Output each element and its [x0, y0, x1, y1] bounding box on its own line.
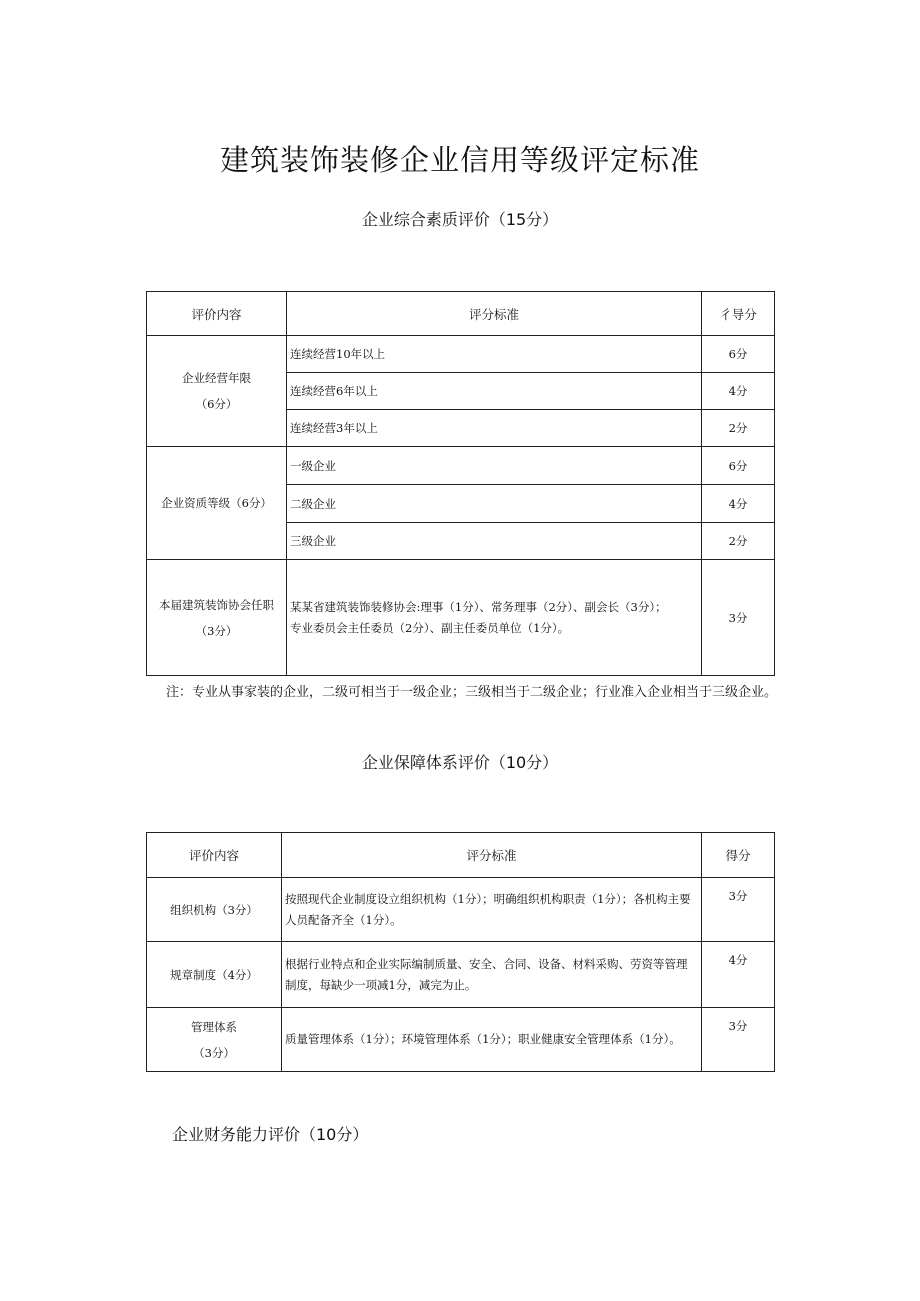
category-cell: 规章制度（4分）: [147, 942, 282, 1008]
score-cell: 4分: [702, 485, 775, 523]
header-content: 评价内容: [147, 292, 287, 336]
score-cell: 6分: [702, 336, 775, 373]
criteria-cell: [287, 560, 702, 676]
header-score: 得分: [702, 833, 775, 878]
criteria-line: 某某省建筑装饰装修协会:理事（1分）、常务理事（2分）、副会长（3分）；: [290, 599, 667, 614]
criteria-cell: 二级企业: [287, 485, 702, 523]
table-row: [147, 942, 775, 1008]
criteria-cell: 根据行业特点和企业实际编制质量、安全、合同、设备、材料采购、劳资等管理制度，每缺少一项减1分，减完为止。: [282, 942, 702, 1008]
category-cell: 组织机构（3分）: [147, 878, 282, 942]
header-content: 评价内容: [147, 833, 282, 878]
header-score: 彳导分: [702, 292, 775, 336]
criteria-cell: 质量管理体系（1分）；环境管理体系（1分）；职业健康安全管理体系（1分）。: [282, 1008, 702, 1072]
score-cell: 3分: [702, 1008, 775, 1072]
category-label: 企业经营年限: [182, 371, 251, 385]
criteria-cell: 三级企业: [287, 523, 702, 560]
section-heading-finance: 企业财务能力评价（10分）: [172, 1125, 369, 1144]
score-cell: 4分: [702, 942, 775, 1008]
category-cell: [147, 560, 287, 676]
page-title: 建筑装饰装修企业信用等级评定标准: [219, 143, 700, 177]
header-criteria: 评分标准: [287, 292, 702, 336]
criteria-cell: 连续经营3年以上: [287, 410, 702, 447]
table-header-row: [147, 292, 775, 336]
criteria-cell: 一级企业: [287, 447, 702, 485]
table-row: [147, 447, 775, 485]
score-cell: 2分: [702, 523, 775, 560]
table-header-row: [147, 833, 775, 878]
category-cell: [147, 447, 287, 560]
table-row: [147, 878, 775, 942]
criteria-cell: 按照现代企业制度设立组织机构（1分）；明确组织机构职责（1分）；各机构主要人员配备齐全（1分）。: [282, 878, 702, 942]
criteria-cell: 连续经营10年以上: [287, 336, 702, 373]
category-label: 企业资质等级（6分）: [161, 496, 272, 510]
section-heading-quality: 企业综合素质评价（15分）: [361, 210, 559, 229]
score-cell: 6分: [702, 447, 775, 485]
header-criteria: 评分标准: [282, 833, 702, 878]
category-label: 管理体系: [191, 1019, 237, 1034]
table-row: [147, 560, 775, 676]
score-cell: 2分: [702, 410, 775, 447]
category-cell: [147, 1008, 282, 1072]
table-note: 注：专业从事家装的企业，二级可相当于一级企业；三级相当于二级企业；行业准入企业相当于三级企业。: [166, 685, 778, 700]
category-points: （3分）: [193, 1045, 235, 1060]
score-cell: 3分: [702, 560, 775, 676]
category-cell: [147, 336, 287, 447]
category-points: （3分）: [195, 623, 238, 638]
criteria-line: 专业委员会主任委员（2分）、副主任委员单位（1分）。: [290, 620, 570, 635]
table-row: [147, 1008, 775, 1072]
section-heading-assurance: 企业保障体系评价（10分）: [361, 753, 559, 772]
criteria-cell: 连续经营6年以上: [287, 373, 702, 410]
score-cell: 4分: [702, 373, 775, 410]
category-label: 本届建筑装饰协会任职: [159, 597, 274, 612]
table-row: [147, 336, 775, 373]
category-points: （6分）: [195, 397, 238, 411]
quality-evaluation-table: [146, 291, 775, 676]
score-cell: 3分: [702, 878, 775, 942]
assurance-evaluation-table: [146, 832, 775, 1072]
